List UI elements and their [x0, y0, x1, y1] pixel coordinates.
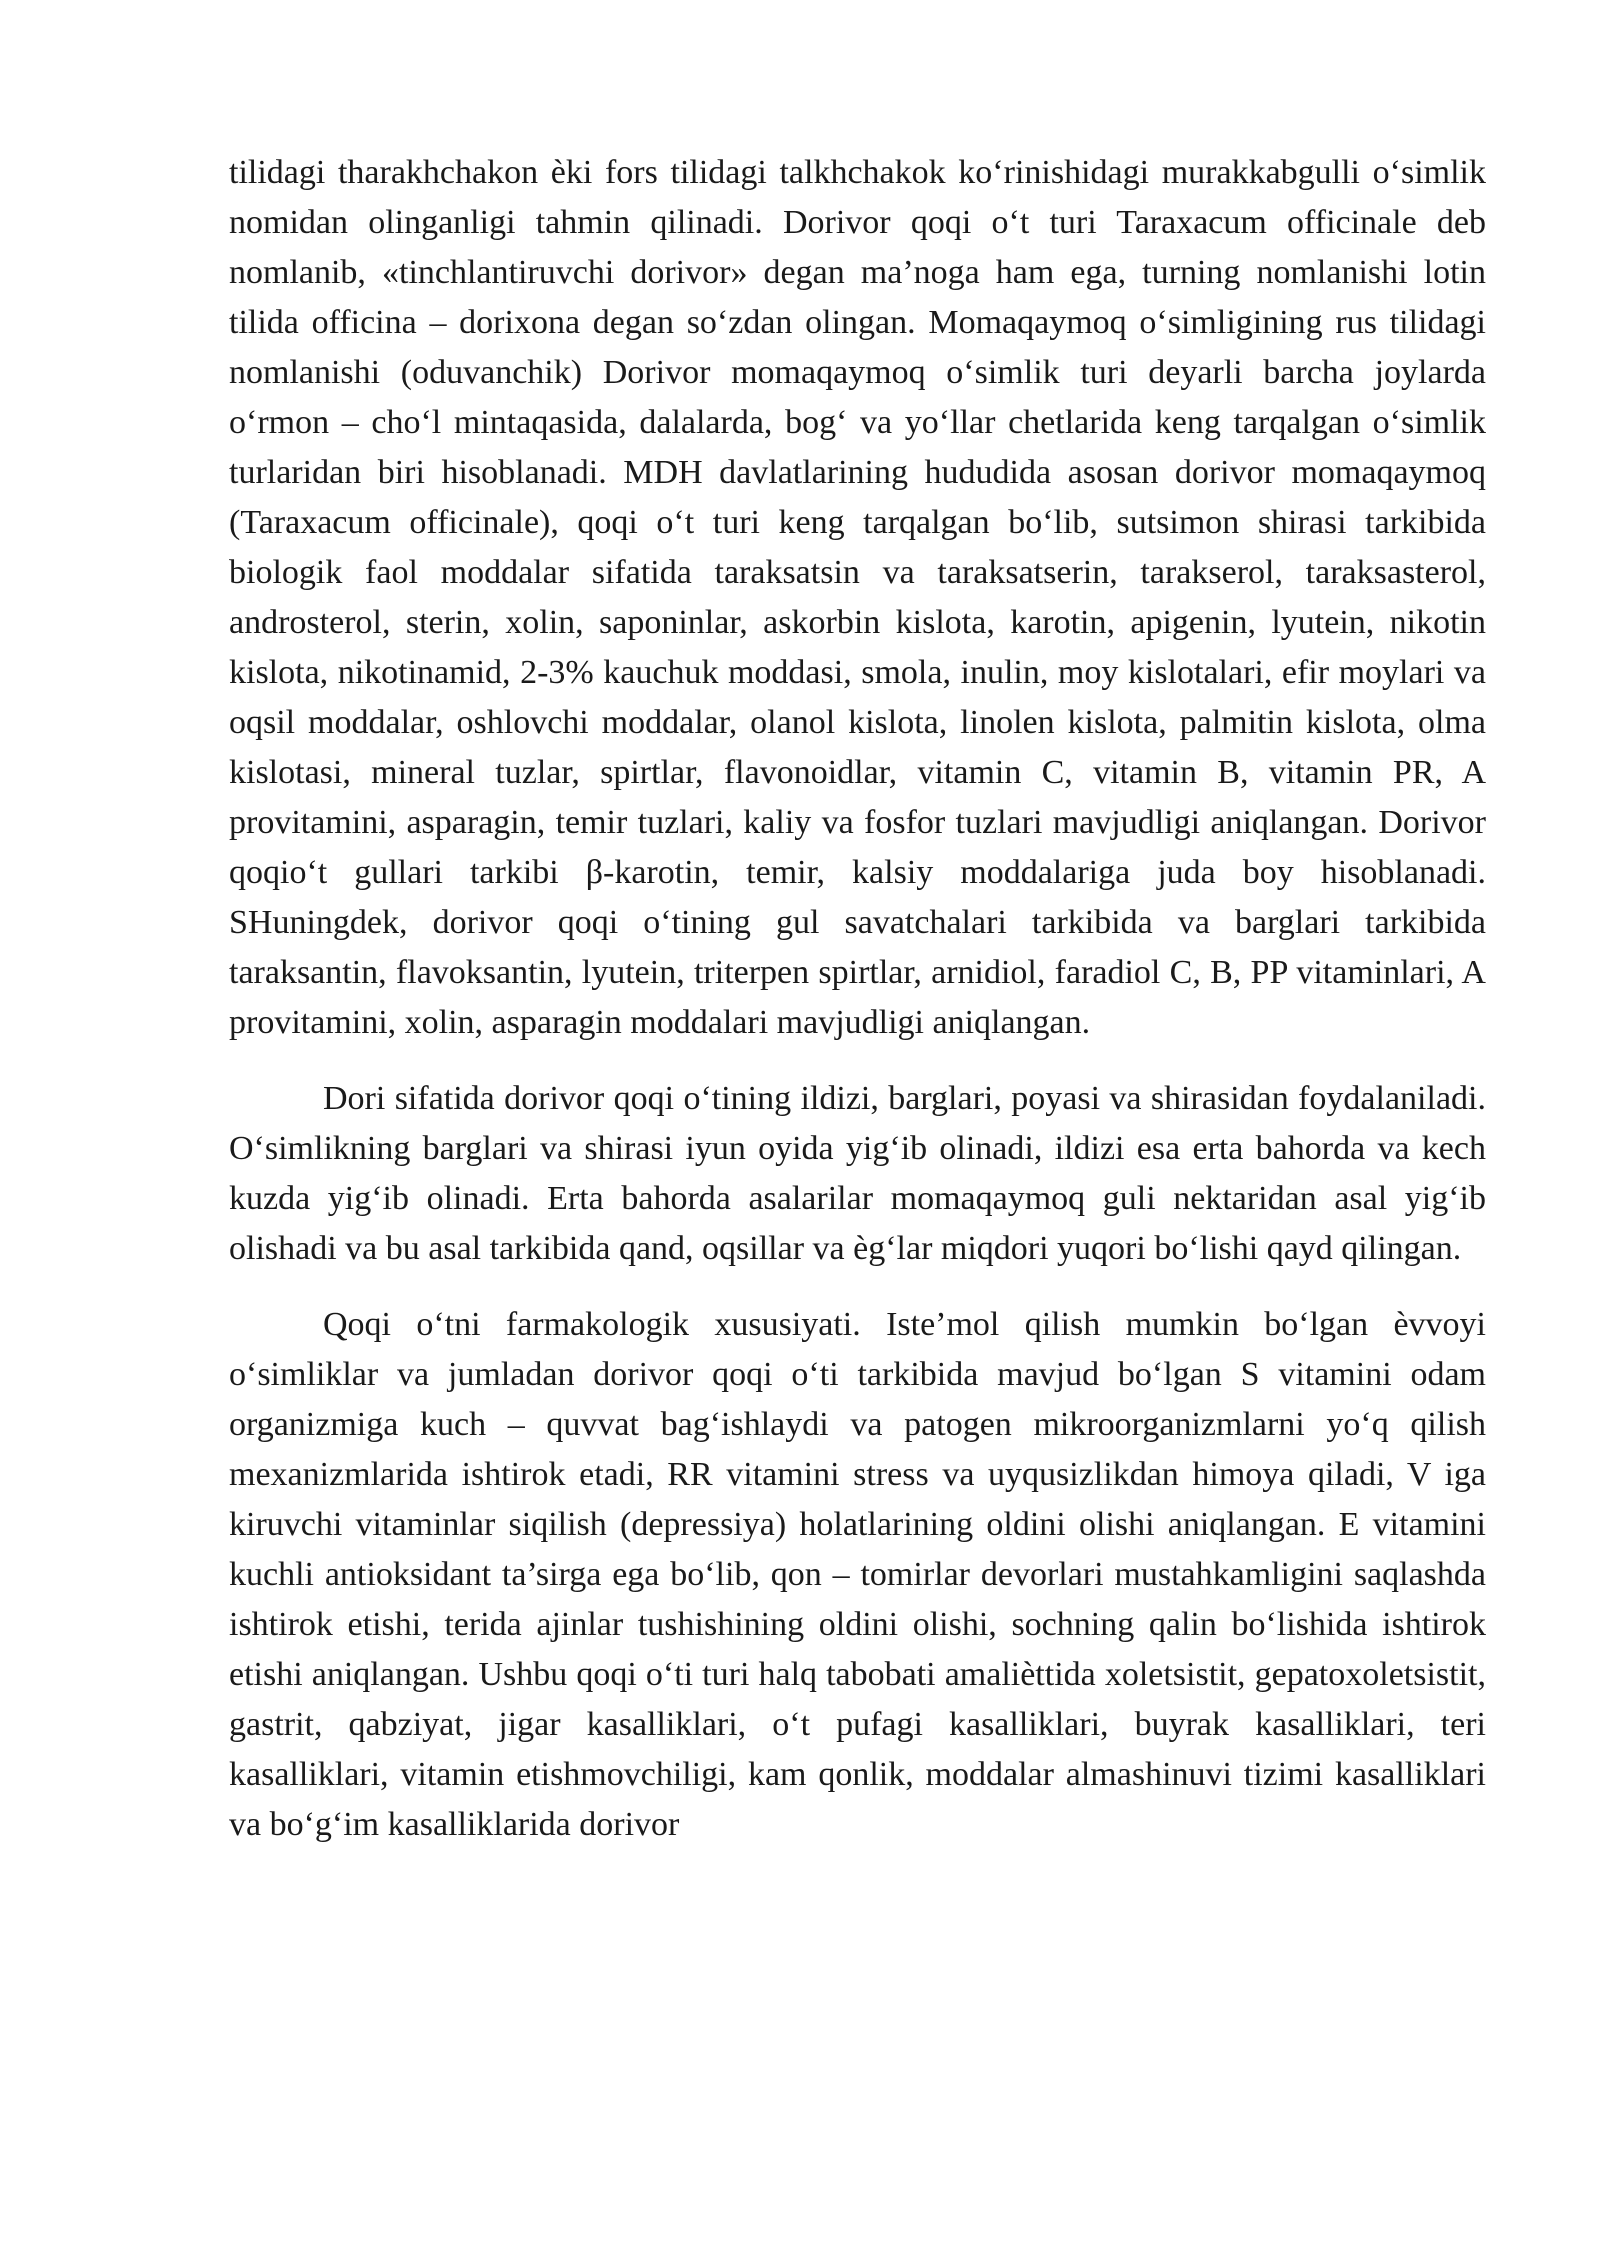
- paragraph-pharmacology: Qoqi o‘tni farmakologik xususiyati. Iste’mol qilish mumkin bo‘lgan èvvoyi o‘simliklar va jumladan dorivor qoqi o‘ti tarkibida mavjud bo‘lgan S vitamini odam organizmiga kuch – quvvat bag‘ishlaydi va patogen mikroorganizmlarni yo‘q qilish mexanizmlarida ishtirok etadi, RR vitamini stress va uyqusizlikdan himoya qiladi, V iga kiruvchi vitaminlar siqilish (depressiya) holatlarining oldini olishi aniqlangan. E vitamini kuchli antioksidant ta’sirga ega bo‘lib, qon – tomirlar devorlari mustahkamligini saqlashda ishtirok etishi, terida ajinlar tushishining oldini olishi, sochning qalin bo‘lishida ishtirok etishi aniqlangan. Ushbu qoqi o‘ti turi halq tabobati amalièttida xoletsistit, gepatoxoletsistit, gastrit, qabziyat, jigar kasalliklari, o‘t pufagi kasalliklari, buyrak kasalliklari, teri kasalliklari, vitamin etishmovchiligi, kam qonlik, moddalar almashinuvi tizimi kasalliklari va bo‘g‘im kasalliklarida dorivor: [229, 1306, 1486, 1843]
- paragraph-continuation: tilidagi tharakhchakon èki fors tilidagi talkhchakok ko‘rinishidagi murakkabgulli o‘simlik nomidan olinganligi tahmin qilinadi. Dorivor qoqi o‘t turi Taraxacum officinale deb nomlanib, «tinchlantiruvchi dorivor» degan ma’noga ham ega, turning nomlanishi lotin tilida officina – dorixona degan so‘zdan olingan. Momaqaymoq o‘simligining rus tilidagi nomlanishi (oduvanchik) Dorivor momaqaymoq o‘simlik turi deyarli barcha joylarda o‘rmon – cho‘l mintaqasida, dalalarda, bog‘ va yo‘llar chetlarida keng tarqalgan o‘simlik turlaridan biri hisoblanadi. MDH davlatlarining hududida asosan dorivor momaqaymoq (Taraxacum officinale), qoqi o‘t turi keng tarqalgan bo‘lib, sutsimon shirasi tarkibida biologik faol moddalar sifatida taraksatsin va taraksatserin, tarakserol, taraksasterol, androsterol, sterin, xolin, saponinlar, askorbin kislota, karotin, apigenin, lyutein, nikotin kislota, nikotinamid, 2-3% kauchuk moddasi, smola, inulin, moy kislotalari, efir moylari va oqsil moddalar, oshlovchi moddalar, olanol kislota, linolen kislota, palmitin kislota, olma kislotasi, mineral tuzlar, spirtlar, flavonoidlar, vitamin C, vitamin B, vitamin PR, A provitamini, asparagin, temir tuzlari, kaliy va fosfor tuzlari mavjudligi aniqlangan. Dorivor qoqio‘t gullari tarkibi β-karotin, temir, kalsiy moddalariga juda boy hisoblanadi. SHuningdek, dorivor qoqi o‘tining gul savatchalari tarkibida va barglari tarkibida taraksantin, flavoksantin, lyutein, triterpen spirtlar, arnidiol, faradiol C, B, PP vitaminlari, A provitamini, xolin, asparagin moddalari mavjudligi aniqlangan.: [229, 154, 1486, 1041]
- paragraph-usage: Dori sifatida dorivor qoqi o‘tining ildizi, barglari, poyasi va shirasidan foydalaniladi. O‘simlikning barglari va shirasi iyun oyida yig‘ib olinadi, ildizi esa erta bahorda va kech kuzda yig‘ib olinadi. Erta bahorda asalarilar momaqaymoq guli nektaridan asal yig‘ib olishadi va bu asal tarkibida qand, oqsillar va èg‘lar miqdori yuqori bo‘lishi qayd qilingan.: [229, 1080, 1486, 1267]
- document-page: [229, 148, 1486, 1850]
